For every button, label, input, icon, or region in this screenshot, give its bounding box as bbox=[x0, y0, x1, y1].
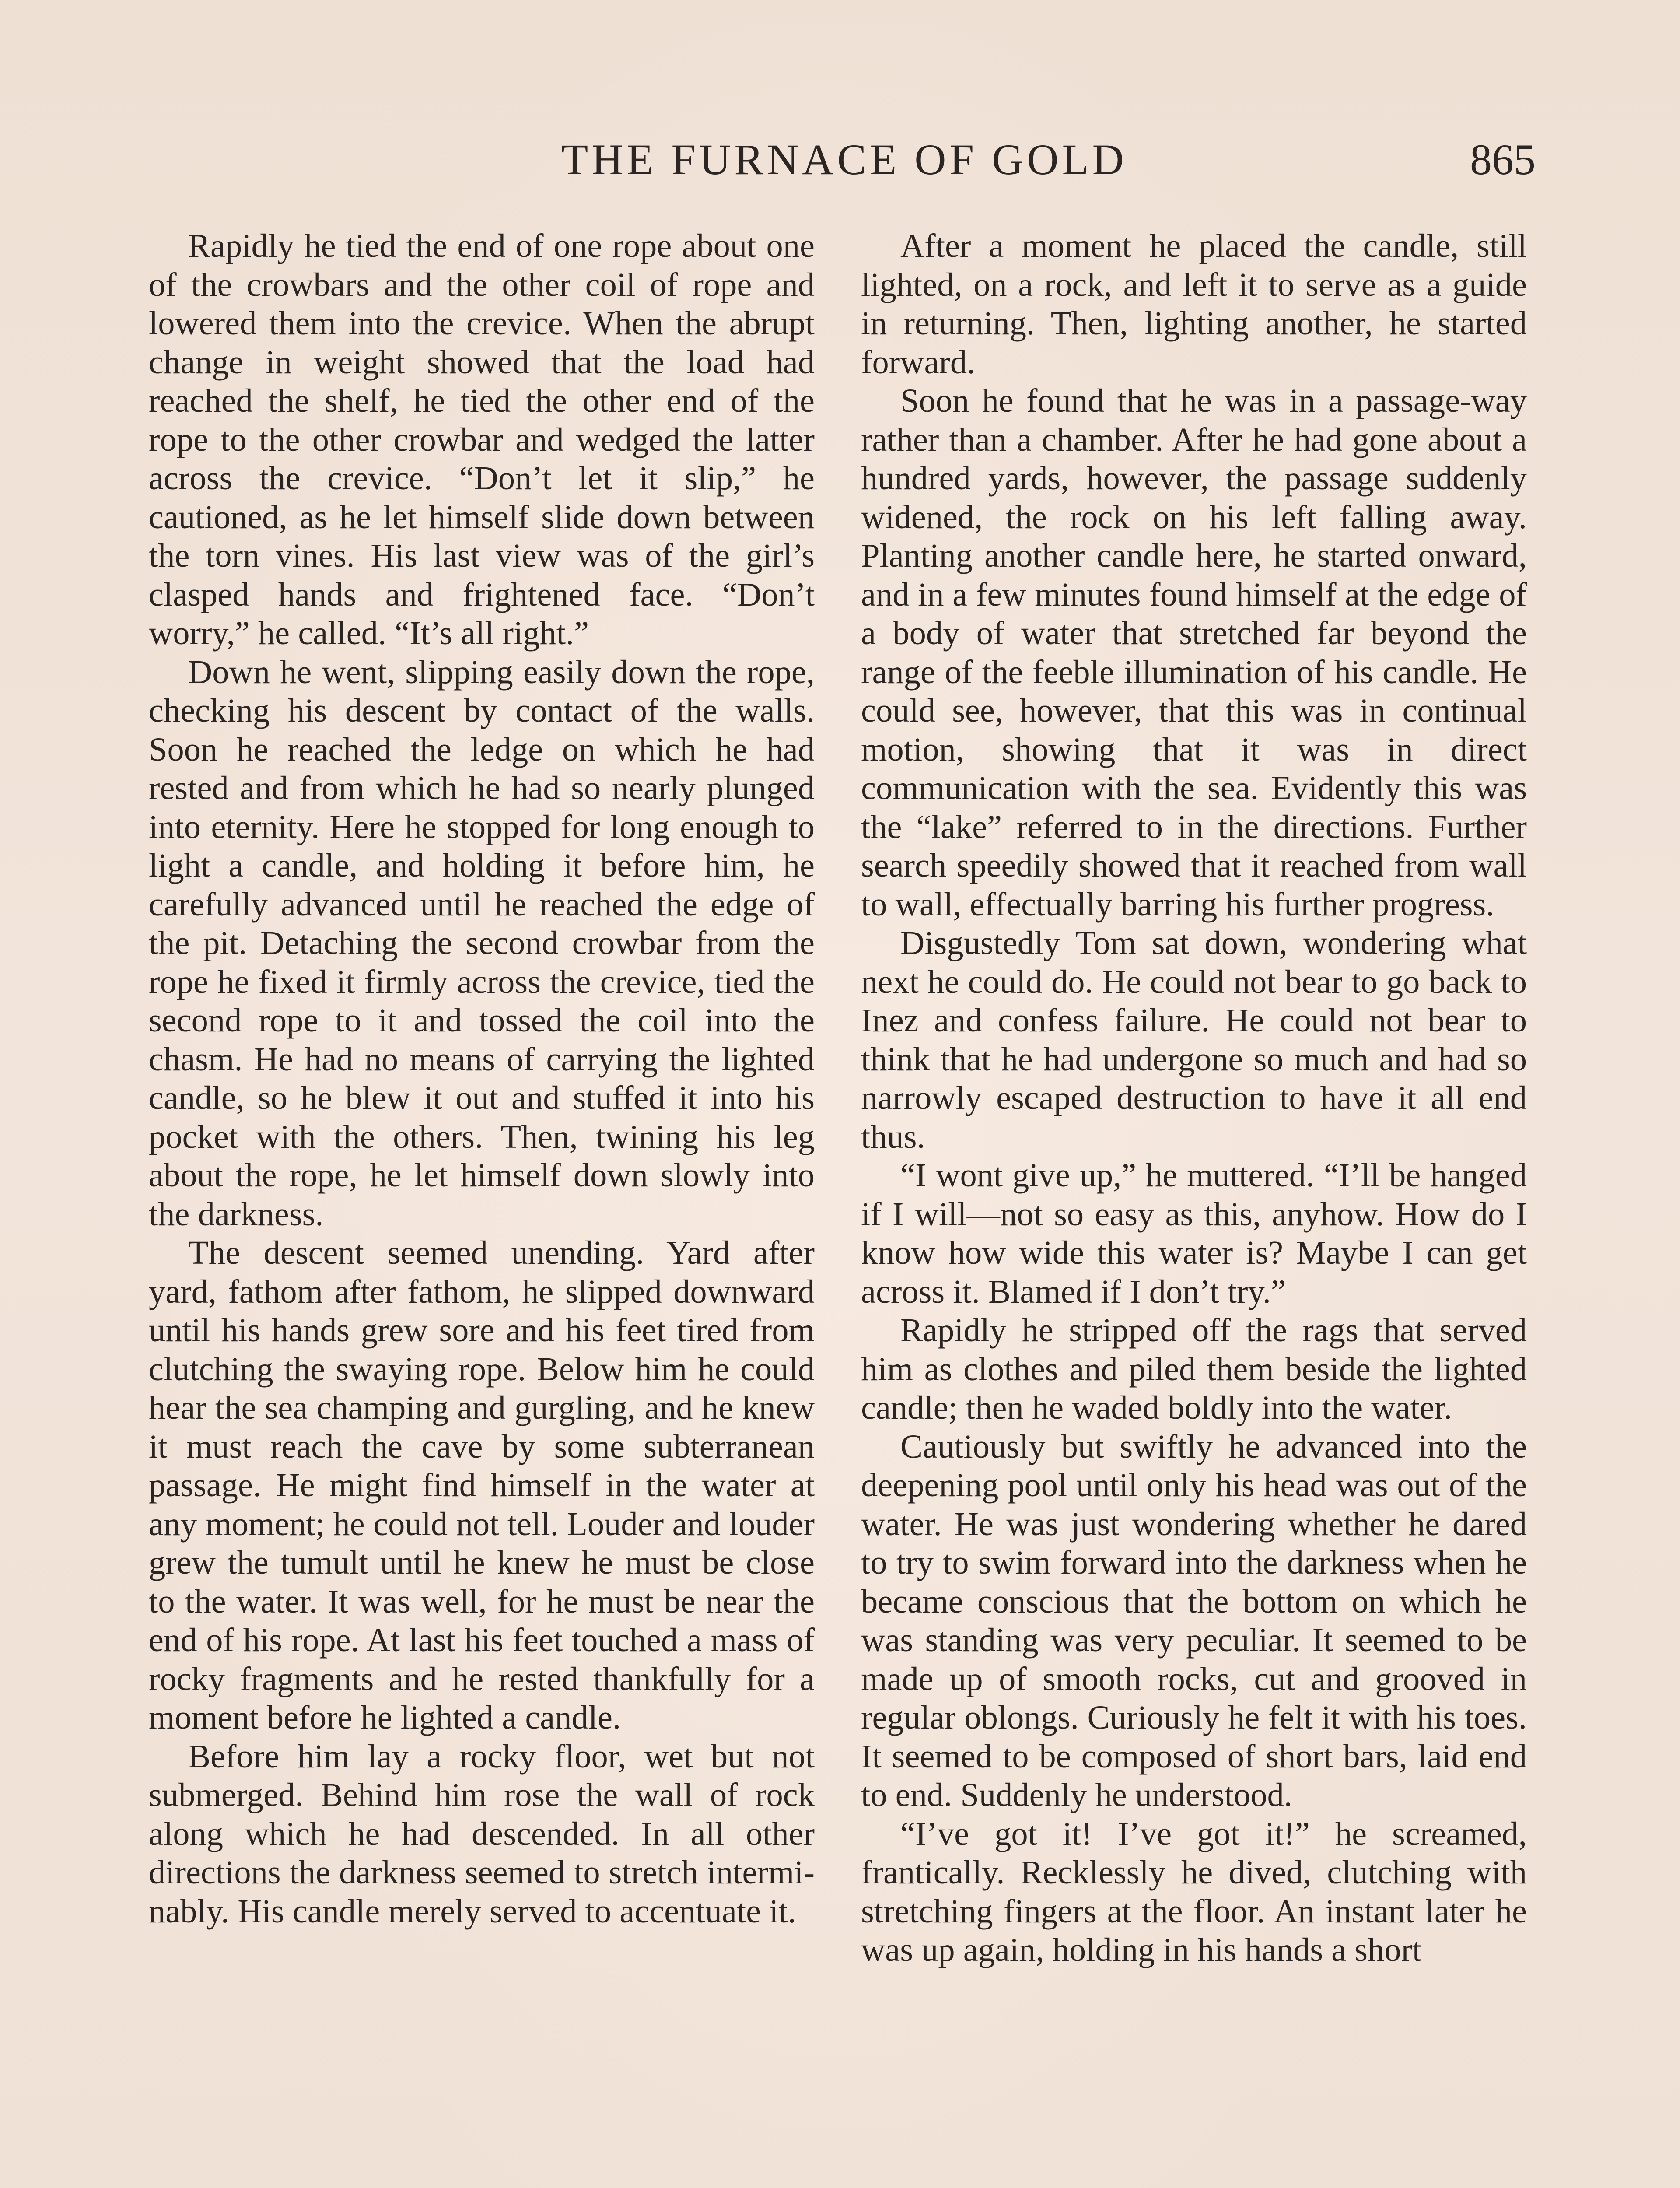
paragraph: After a moment he placed the candle, still lighted, on a rock, and left it to serve as a guide in returning. Then, lighting another, he started forward. bbox=[861, 227, 1527, 381]
paragraph: Soon he found that he was in a passage-way rather than a chamber. After he had gone about a hundred yards, however, the passage suddenly widened, the rock on his left falling away. Planting another candle here, he started onward, and in a few minutes found himself at the edge of a body of water that stretched far beyond the range of the feeble illumination of his candle. He could see, however, that this was in continual motion, showing that it was in direct communication with the sea. Evidently this was the “lake” referred to in the directions. Further search speedily showed that it reached from wall to wall, effectually barring his further progress. bbox=[861, 382, 1527, 923]
paragraph: Rapidly he tied the end of one rope about one of the crowbars and the other coil of rope and lowered them into the crevice. When the abrupt change in weight showed that the load had reached the shelf, he tied the other end of the rope to the other crowbar and wedged the latter across the crevice. “Don’t let it slip,” he cautioned, as he let himself slide down between the torn vines. His last view was of the girl’s clasped hands and frightened face. “Don’t worry,” he called. “It’s all right.” bbox=[149, 227, 815, 652]
paragraph: Before him lay a rocky floor, wet but not submerged. Behind him rose the wall of rock along which he had descended. In all other directions the darkness seemed to stretch interminably. His candle merely served to accentuate it. bbox=[149, 1737, 815, 1930]
paragraph: Rapidly he stripped off the rags that served him as clothes and piled them beside the lighted candle; then he waded boldly into the water. bbox=[861, 1311, 1527, 1426]
paragraph: Disgustedly Tom sat down, wondering what next he could do. He could not bear to go back to Inez and confess failure. He could not bear to think that he had undergone so much and had so narrowly escaped destruction to have it all end thus. bbox=[861, 924, 1527, 1155]
paragraph: “I wont give up,” he muttered. “I’ll be hanged if I will—not so easy as this, anyhow. How do I know how wide this water is? Maybe I can get across it. Blamed if I don’t try.” bbox=[861, 1157, 1527, 1310]
running-title: THE FURNACE OF GOLD bbox=[561, 135, 1127, 184]
page-number: 865 bbox=[1470, 135, 1536, 184]
page-header bbox=[149, 131, 1540, 197]
right-column bbox=[861, 227, 1527, 1970]
left-column bbox=[149, 227, 815, 1931]
paragraph: “I’ve got it! I’ve got it!” he screamed, frantically. Recklessly he dived, clutching with stretching fingers at the floor. An instant later he was up again, holding in his hands a short bbox=[861, 1815, 1527, 1968]
paragraph: Cautiously but swiftly he advanced into the deepening pool until only his head was out of the water. He was just wondering whether he dared to try to swim forward into the darkness when he became conscious that the bottom on which he was standing was very peculiar. It seemed to be made up of smooth rocks, cut and grooved in regular oblongs. Curiously he felt it with his toes. It seemed to be composed of short bars, laid end to end. Suddenly he understood. bbox=[861, 1427, 1527, 1813]
paragraph: Down he went, slipping easily down the rope, checking his descent by contact of the walls. Soon he reached the ledge on which he had rested and from which he had so nearly plunged into eternity. Here he stopped for long enough to light a candle, and holding it before him, he carefully advanced until he reached the edge of the pit. Detaching the second crowbar from the rope he fixed it firmly across the crevice, tied the second rope to it and tossed the coil into the chasm. He had no means of carrying the lighted candle, so he blew it out and stuffed it into his pocket with the others. Then, twining his leg about the rope, he let himself down slowly into the darkness. bbox=[149, 653, 815, 1233]
paragraph: The descent seemed unending. Yard after yard, fathom after fathom, he slipped downward until his hands grew sore and his feet tired from clutching the swaying rope. Below him he could hear the sea champing and gurgling, and he knew it must reach the cave by some subterranean passage. He might find himself in the water at any moment; he could not tell. Louder and louder grew the tumult until he knew he must be close to the water. It was well, for he must be near the end of his rope. At last his feet touched a mass of rocky fragments and he rested thankfully for a moment before he lighted a candle. bbox=[149, 1234, 815, 1736]
